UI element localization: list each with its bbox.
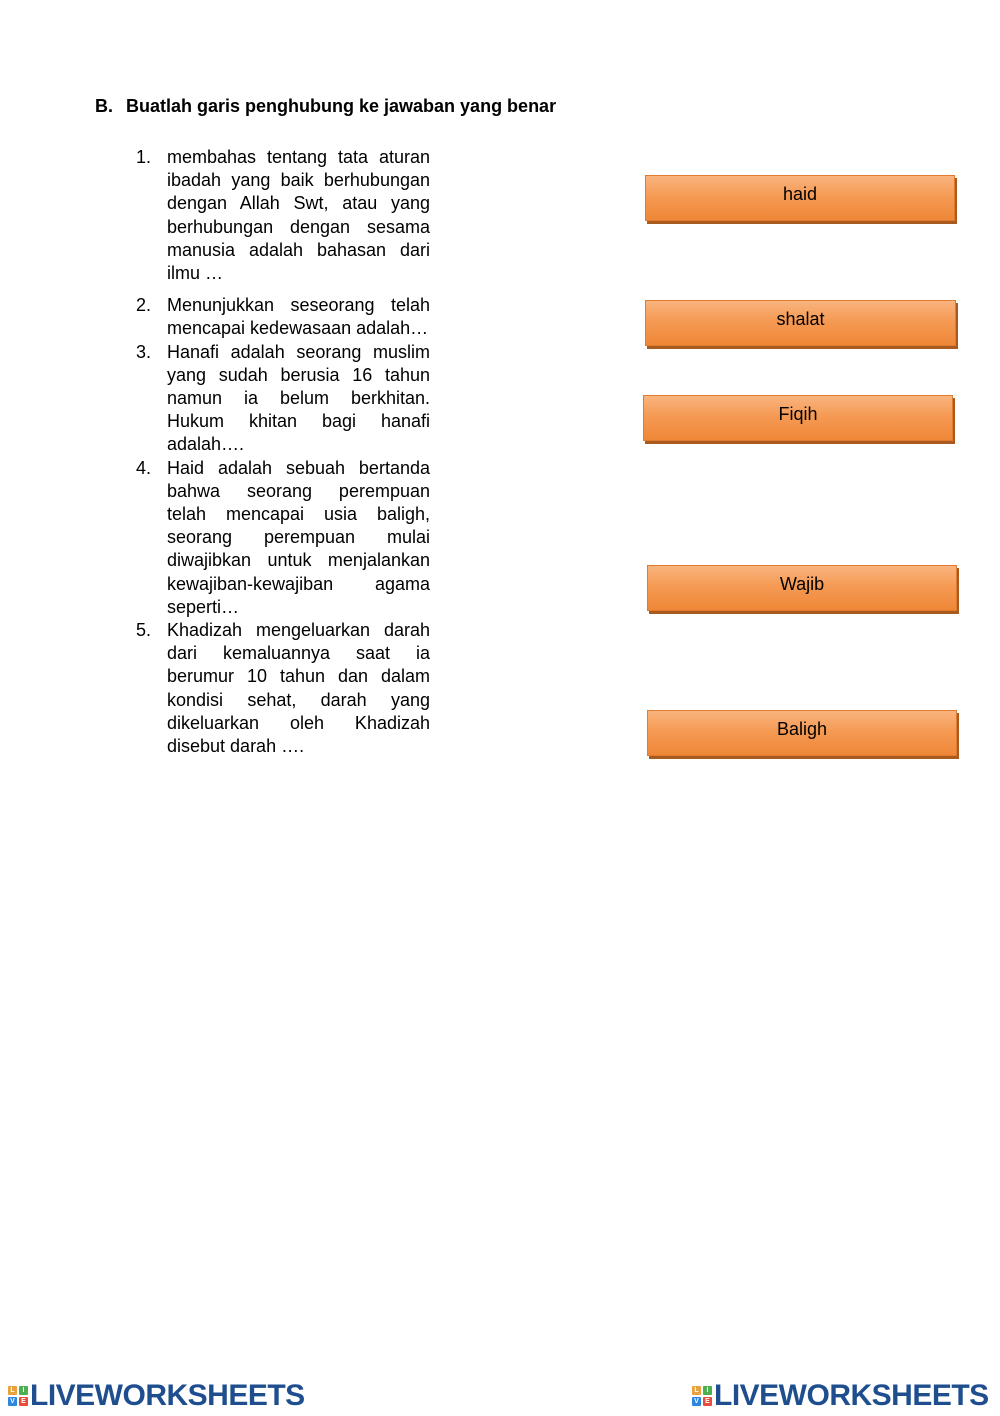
question-item — [134, 146, 430, 285]
question-number: 5. — [136, 620, 152, 641]
question-text: Khadizah mengeluarkan darah dari kemaluannya saat ia berumur 10 tahun dan dalam kondisi sehat, darah yang dikeluarkan oleh Khadizah disebut darah …. — [167, 620, 430, 757]
question-item — [134, 457, 430, 619]
answer-box-wajib[interactable]: Wajib — [647, 565, 957, 611]
answer-box-shalat[interactable]: shalat — [645, 300, 956, 346]
question-number: 4. — [136, 457, 152, 478]
question-number: 1. — [136, 147, 152, 167]
question-number: 2. — [136, 295, 152, 316]
section-title — [95, 96, 556, 117]
answer-box-haid[interactable]: haid — [645, 175, 955, 221]
section-letter: B. — [95, 96, 113, 116]
question-item — [134, 341, 430, 457]
footer-logo-right — [692, 1376, 989, 1416]
footer-logo-left — [8, 1376, 305, 1416]
question-number: 3. — [136, 341, 152, 362]
answer-box-fiqih[interactable]: Fiqih — [643, 395, 953, 441]
logo-icon: L I V E — [8, 1386, 28, 1406]
question-list — [134, 146, 430, 758]
question-item — [134, 619, 430, 758]
section-instruction: Buatlah garis penghubung ke jawaban yang benar — [126, 96, 557, 116]
answer-box-baligh[interactable]: Baligh — [647, 710, 957, 756]
question-text: Haid adalah sebuah bertanda bahwa seorang perempuan telah mencapai usia baligh, seorang perempuan mulai diwajibkan untuk menjalankan kewajiban-kewajiban agama seperti… — [167, 457, 430, 617]
question-text: Menunjukkan seseorang telah mencapai kedewasaan adalah… — [167, 295, 430, 339]
question-text: Hanafi adalah seorang muslim yang sudah berusia 16 tahun namun ia belum berkhitan. Hukum khitan bagi hanafi adalah…. — [167, 341, 430, 455]
question-text: membahas tentang tata aturan ibadah yang baik berhubungan dengan Allah Swt, atau yang berhubungan dengan sesama manusia adalah bahasan dari ilmu … — [167, 147, 430, 284]
logo-icon: L I V E — [692, 1386, 712, 1406]
brand-text: LIVEWORKSHEETS — [30, 1379, 305, 1412]
brand-text: LIVEWORKSHEETS — [714, 1379, 989, 1412]
question-item — [134, 294, 430, 340]
